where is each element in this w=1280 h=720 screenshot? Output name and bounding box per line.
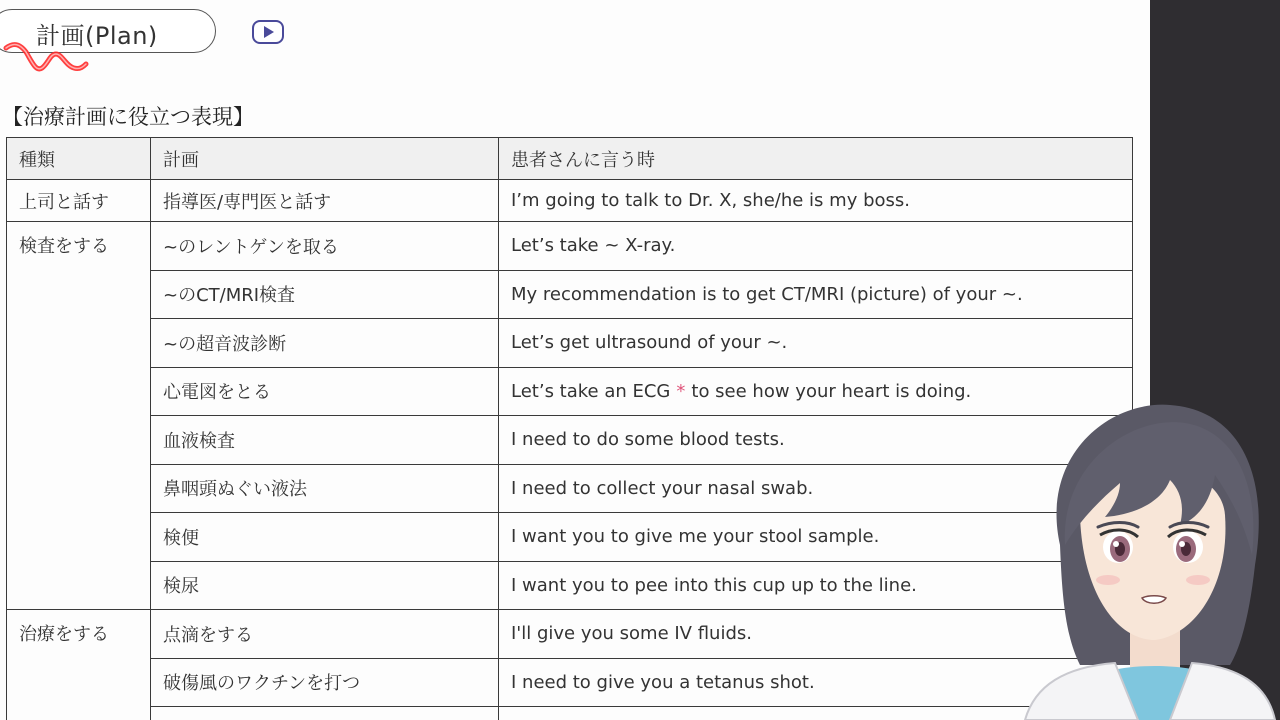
category-cell: 検査をする <box>7 222 151 610</box>
table-header-row <box>7 138 1133 180</box>
table-row <box>7 561 1133 610</box>
phrase-cell: I’m going to talk to Dr. X, she/he is my boss. <box>499 180 1133 222</box>
plan-cell: ~の超音波診断 <box>151 319 499 368</box>
phrase-cell: My recommendation is to get CT/MRI (picture) of your ~. <box>499 270 1133 319</box>
phrase-cell: I want you to give me your stool sample. <box>499 513 1133 562</box>
plan-cell: 心電図をとる <box>151 367 499 416</box>
table-row-partial <box>7 707 1133 720</box>
category-cell: 上司と話す <box>7 180 151 222</box>
phrase-cell: I need to do some blood tests. <box>499 416 1133 465</box>
header-plan: 計画 <box>151 138 499 180</box>
table-row <box>7 367 1133 416</box>
plan-cell: 鼻咽頭ぬぐい液法 <box>151 464 499 513</box>
plan-cell: 破傷風のワクチンを打つ <box>151 658 499 707</box>
header-type: 種類 <box>7 138 151 180</box>
table-row <box>7 658 1133 707</box>
phrase-cell: I need to collect your nasal swab. <box>499 464 1133 513</box>
phrase-text: Let’s take an ECG <box>511 380 671 402</box>
red-scribble-annotation <box>0 38 90 84</box>
plan-cell <box>151 707 499 720</box>
phrase-cell: I want you to pee into this cup up to the line. <box>499 561 1133 610</box>
table-row <box>7 270 1133 319</box>
header-phrase: 患者さんに言う時 <box>499 138 1133 180</box>
asterisk-mark: * <box>676 380 686 402</box>
phrase-cell: Let’s get ultrasound of your ~. <box>499 319 1133 368</box>
plan-cell: 血液検査 <box>151 416 499 465</box>
plan-cell: 指導医/専門医と話す <box>151 180 499 222</box>
table-row <box>7 610 1133 659</box>
table-row <box>7 416 1133 465</box>
plan-cell: ~のレントゲンを取る <box>151 222 499 271</box>
table-row <box>7 180 1133 222</box>
table-row <box>7 222 1133 271</box>
section-title: 【治療計画に役立つ表現】 <box>2 105 254 129</box>
table-row <box>7 319 1133 368</box>
plan-label: 計画(Plan) <box>36 22 158 50</box>
table-row <box>7 513 1133 562</box>
phrase-text: to see how your heart is doing. <box>691 380 972 402</box>
plan-cell: 検便 <box>151 513 499 562</box>
phrase-cell: I'll give you some IV fluids. <box>499 610 1133 659</box>
category-cell: 治療をする <box>7 610 151 720</box>
phrase-cell: I need to give you a tetanus shot. <box>499 658 1133 707</box>
anime-presenter-avatar <box>1020 395 1280 720</box>
plan-expressions-table <box>6 137 1133 720</box>
plan-cell: ~のCT/MRI検査 <box>151 270 499 319</box>
phrase-cell: Let’s take ~ X-ray. <box>499 222 1133 271</box>
plan-cell: 検尿 <box>151 561 499 610</box>
play-button-icon[interactable] <box>252 20 284 44</box>
plan-cell: 点滴をする <box>151 610 499 659</box>
table-row <box>7 464 1133 513</box>
